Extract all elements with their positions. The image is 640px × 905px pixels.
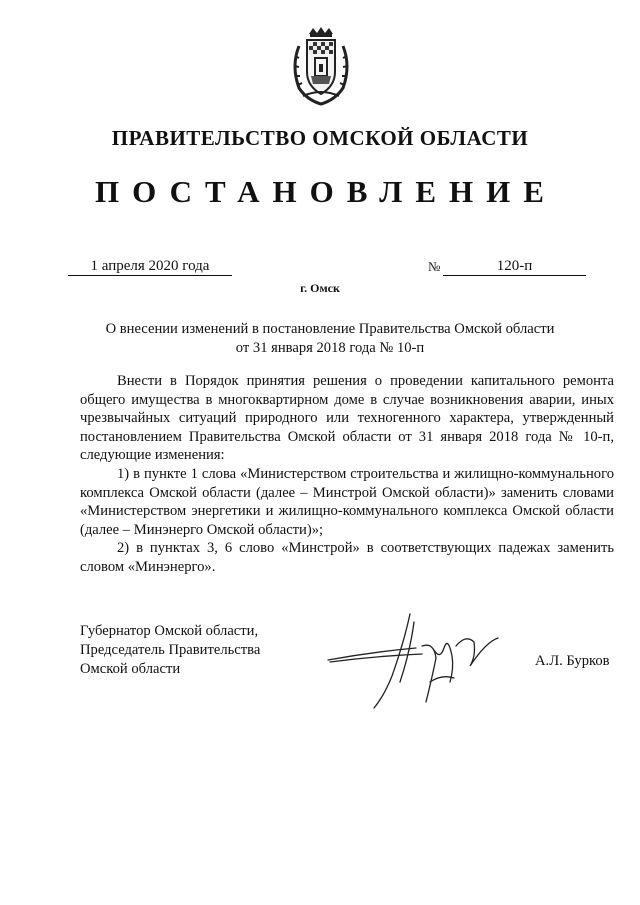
title-line-2: от 31 января 2018 года № 10-п [235,340,425,356]
document-title [90,320,570,358]
document-number: 120-п [443,258,586,276]
title-line-1: О внесении изменений в постановление Правительства Омской области [105,321,555,337]
position-line-1: Губернатор Омской области, [80,623,259,639]
signatory-position [80,622,260,679]
organization-name: ПРАВИТЕЛЬСТВО ОМСКОЙ ОБЛАСТИ [111,126,529,150]
body-paragraph-item-2: 2) в пунктах 3, 6 слово «Минстрой» в соответствующих падежах заменить словом «Минэнерго». [80,540,614,575]
document-date: 1 апреля 2020 года [68,258,232,276]
handwritten-signature-icon [326,612,506,710]
position-line-2: Председатель Правительства [80,642,261,658]
city: г. Омск [300,281,340,295]
position-line-3: Омской области [80,661,181,677]
body-paragraph-intro: Внести в Порядок принятия решения о проведении капитального ремонта общего имущества в многоквартирном доме в случае возникновения аварии, иных чрезвычайных ситуаций природного или техногенного характера, утвержденный постановлением Правительства Омской области от 31 января 2018 года № 10-п, следующие изменения: [80,373,614,464]
document-body [80,372,614,577]
number-label: № [428,259,441,274]
signer-name: А.Л. Бурков [535,653,610,669]
body-paragraph-item-1: 1) в пункте 1 слова «Министерством строительства и жилищно-коммунального комплекса Омской области (далее – Минстрой Омской области)» заменить словами «Министерством энергетики и жилищно-коммунального комплекса Омской области (далее – Минэнерго Омской области)»; [80,465,614,538]
document-type: ПОСТАНОВЛЕНИЕ [95,174,557,209]
coat-of-arms-icon [289,26,353,106]
